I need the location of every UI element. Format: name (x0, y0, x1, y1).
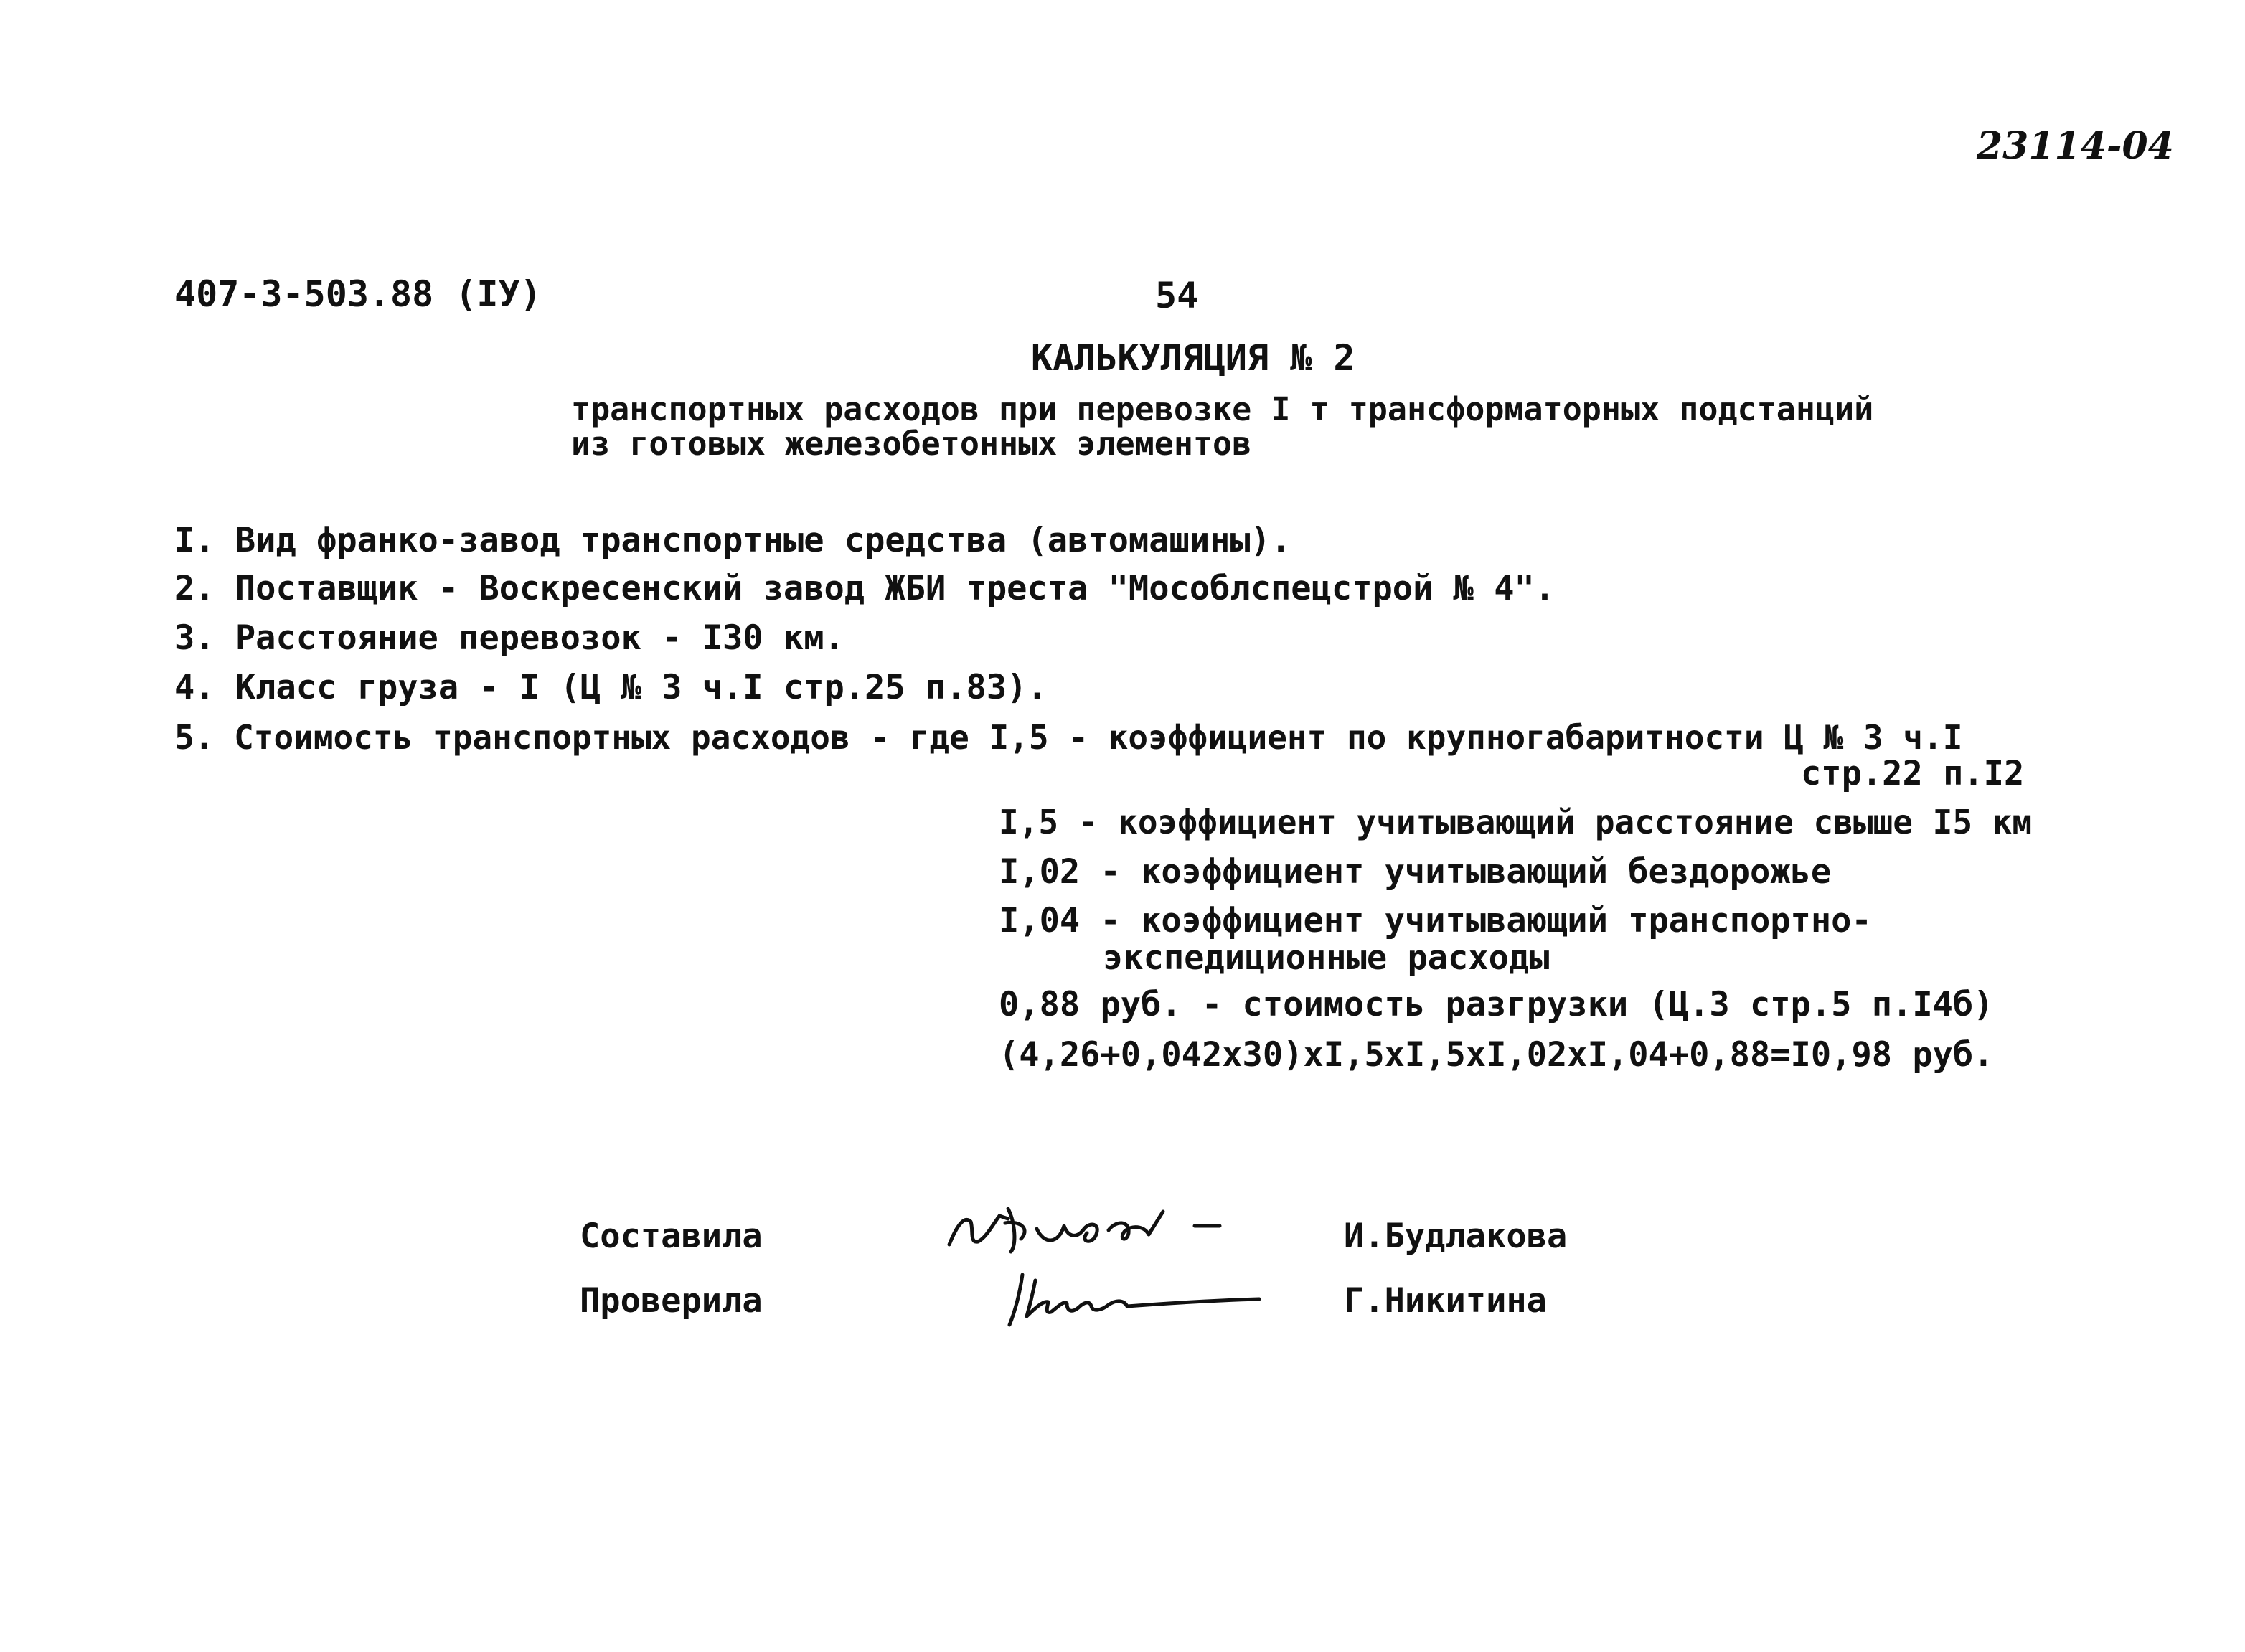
checked-signature (1001, 1266, 1288, 1331)
list-item-3: 3. Расстояние перевозок - I30 км. (174, 618, 844, 658)
page-number: 54 (1155, 275, 1199, 316)
handwritten-code: 23114-04 (1977, 124, 2174, 168)
compiled-by-name: И.Будлакова (1344, 1217, 1568, 1256)
compiled-signature (936, 1194, 1238, 1259)
checked-by-label: Проверила (580, 1281, 763, 1321)
compiled-by-label: Составила (580, 1217, 763, 1256)
list-item-2: 2. Поставщик - Воскресенский завод ЖБИ треста "Мособлспецстрой № 4". (174, 569, 1556, 608)
coefficient-forwarding-line2: экспедиционные расходы (1103, 938, 1550, 978)
total-formula: (4,26+0,042х30)хI,5хI,5хI,02хI,04+0,88=I0,98 руб. (999, 1035, 1994, 1075)
calculation-subtitle-line2: из готовых железобетонных элементов (571, 425, 1252, 463)
unloading-cost: 0,88 руб. - стоимость разгрузки (Ц.3 стр.5 п.I4б) (999, 985, 1994, 1024)
list-item-4: 4. Класс груза - I (Ц № 3 ч.I стр.25 п.83). (174, 668, 1048, 707)
checked-by-name: Г.Никитина (1344, 1281, 1547, 1321)
list-item-5-continuation: стр.22 п.I2 (1801, 754, 2025, 793)
calculation-title: КАЛЬКУЛЯЦИЯ № 2 (1031, 337, 1355, 379)
calculation-subtitle-line1: транспортных расходов при перевозке I т трансформаторных подстанций (571, 390, 1874, 428)
coefficient-roadless: I,02 - коэффициент учитывающий бездорожье (999, 852, 1832, 892)
coefficient-distance: I,5 - коэффициент учитывающий расстояние свыше I5 км (999, 803, 2033, 841)
coefficient-forwarding-line1: I,04 - коэффициент учитывающий транспортно- (999, 901, 1872, 940)
list-item-5: 5. Стоимость транспортных расходов - где I,5 - коэффициент по крупногабаритности Ц № 3 ч.I (174, 718, 1963, 757)
document-code: 407-3-503.88 (IУ) (174, 273, 542, 315)
list-item-1: I. Вид франко-завод транспортные средства (автомашины). (174, 521, 1291, 560)
